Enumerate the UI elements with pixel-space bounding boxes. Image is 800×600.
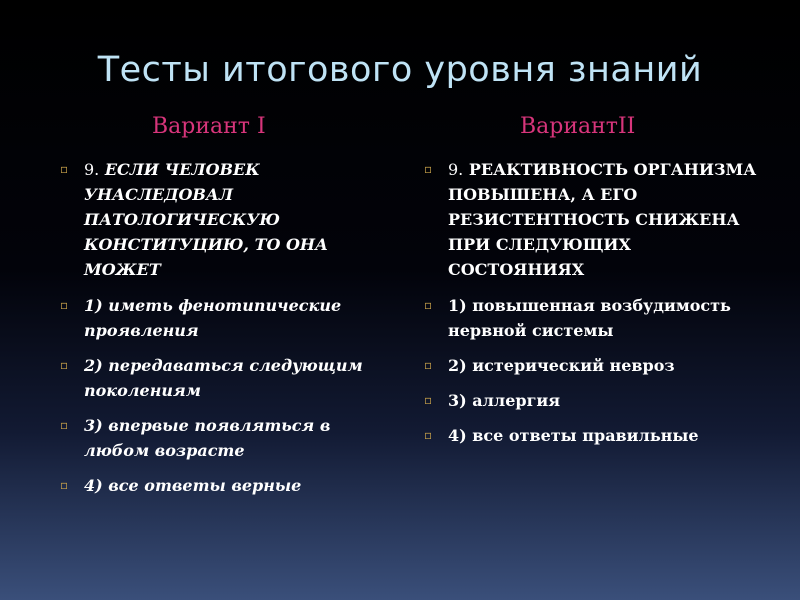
bullet-icon: ▫ — [60, 298, 69, 312]
answer-option-text: 2) передаваться следующим поколениям — [84, 356, 363, 400]
answer-option — [424, 293, 764, 343]
variant-2-heading: ВариантII — [520, 114, 636, 139]
answer-option-text: 1) повышенная возбудимость нервной системы — [448, 296, 731, 340]
variant-1-list — [60, 157, 385, 508]
answer-option-text: 2) истерический невроз — [448, 356, 675, 375]
bullet-icon: ▫ — [424, 393, 433, 407]
bullet-icon: ▫ — [424, 162, 433, 176]
answer-option-text: 1) иметь фенотипические проявления — [84, 296, 342, 340]
bullet-icon: ▫ — [60, 418, 69, 432]
answer-option — [424, 388, 764, 413]
bullet-icon: ▫ — [60, 358, 69, 372]
answer-option — [60, 293, 385, 343]
bullet-icon: ▫ — [60, 478, 69, 492]
bullet-icon: ▫ — [424, 298, 433, 312]
question-text: ЕСЛИ ЧЕЛОВЕК УНАСЛЕДОВАЛ ПАТОЛОГИЧЕСКУЮ КОНСТИТУЦИЮ, ТО ОНА МОЖЕТ — [84, 160, 329, 279]
answer-option-text: 4) все ответы правильные — [448, 426, 699, 445]
variant-2-question — [424, 157, 764, 282]
bullet-icon: ▫ — [60, 162, 69, 176]
answer-option — [60, 413, 385, 463]
answer-option-text: 3) аллергия — [448, 391, 561, 410]
variant-1-question — [60, 157, 385, 282]
variant-2-list — [424, 157, 764, 458]
answer-option-text: 3) впервые появляться в любом возрасте — [84, 416, 331, 460]
question-number: 9. — [448, 160, 464, 179]
question-text: РЕАКТИВНОСТЬ ОРГАНИЗМА ПОВЫШЕНА, А ЕГО РЕЗИСТЕНТНОСТЬ СНИЖЕНА ПРИ СЛЕДУЮЩИХ СОСТОЯНИЯХ — [448, 160, 757, 279]
answer-option — [60, 473, 385, 498]
question-number: 9. — [84, 160, 100, 179]
variant-1-heading: Вариант I — [152, 114, 266, 139]
answer-option — [424, 423, 764, 448]
bullet-icon: ▫ — [424, 358, 433, 372]
bullet-icon: ▫ — [424, 428, 433, 442]
answer-option — [60, 353, 385, 403]
answer-option-text: 4) все ответы верные — [84, 476, 302, 495]
slide-title: Тесты итогового уровня знаний — [97, 50, 703, 90]
answer-option — [424, 353, 764, 378]
